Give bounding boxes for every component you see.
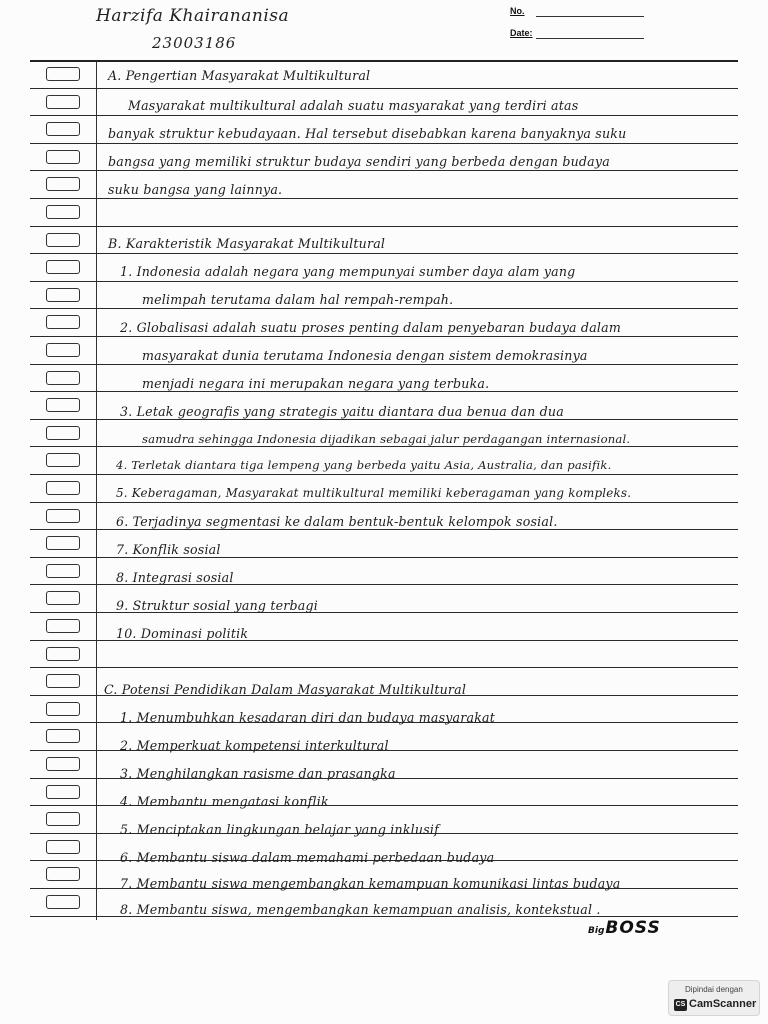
no-label: No. bbox=[510, 6, 525, 16]
ruled-line bbox=[30, 253, 738, 254]
margin-checkbox bbox=[46, 343, 80, 357]
section-c-line: 8. Membantu siswa, mengembangkan kemampuan analisis, kontekstual . bbox=[120, 902, 601, 917]
section-c-line: 4. Membantu mengatasi konflik bbox=[120, 794, 329, 809]
ruled-line bbox=[30, 474, 738, 475]
margin-checkbox bbox=[46, 812, 80, 826]
scanner-caption: Dipindai dengan bbox=[685, 985, 743, 994]
ruled-line bbox=[30, 60, 738, 62]
margin-checkbox bbox=[46, 647, 80, 661]
margin-checkbox bbox=[46, 757, 80, 771]
logo-small-text: Big bbox=[588, 926, 605, 936]
margin-checkbox bbox=[46, 564, 80, 578]
section-a-line: Masyarakat multikultural adalah suatu masyarakat yang terdiri atas bbox=[128, 98, 579, 113]
section-b-line: 4. Terletak diantara tiga lempeng yang berbeda yaitu Asia, Australia, dan pasifik. bbox=[116, 458, 612, 472]
ruled-line bbox=[30, 115, 738, 116]
section-c-line: 5. Menciptakan lingkungan belajar yang inklusif bbox=[120, 822, 439, 837]
margin-checkbox bbox=[46, 233, 80, 247]
margin-checkbox bbox=[46, 619, 80, 633]
margin-checkbox bbox=[46, 895, 80, 909]
section-c-line: 3. Menghilangkan rasisme dan prasangka bbox=[120, 766, 396, 781]
margin-checkbox bbox=[46, 371, 80, 385]
ruled-line bbox=[30, 391, 738, 392]
margin-checkbox bbox=[46, 205, 80, 219]
ruled-line bbox=[30, 502, 738, 503]
margin-checkbox bbox=[46, 95, 80, 109]
margin-checkbox bbox=[46, 591, 80, 605]
section-b-line: 1. Indonesia adalah negara yang mempunyai sumber daya alam yang bbox=[120, 264, 576, 279]
no-field bbox=[510, 6, 525, 16]
section-c-line: 6. Membantu siswa dalam memahami perbedaan budaya bbox=[120, 850, 495, 865]
margin-checkbox bbox=[46, 150, 80, 164]
bigboss-logo bbox=[588, 918, 661, 938]
ruled-line bbox=[30, 198, 738, 199]
ruled-line bbox=[30, 308, 738, 309]
margin-checkbox bbox=[46, 426, 80, 440]
camscanner-watermark bbox=[668, 980, 760, 1016]
margin-checkbox bbox=[46, 509, 80, 523]
margin-checkbox bbox=[46, 122, 80, 136]
section-b-line: 9. Struktur sosial yang terbagi bbox=[116, 598, 318, 613]
section-b-line: samudra sehingga Indonesia dijadikan sebagai jalur perdagangan internasional. bbox=[142, 432, 631, 446]
camscanner-icon: CS bbox=[674, 999, 687, 1011]
margin-checkbox bbox=[46, 674, 80, 688]
margin-checkbox bbox=[46, 288, 80, 302]
margin-line bbox=[96, 60, 97, 920]
section-b-line: 6. Terjadinya segmentasi ke dalam bentuk-bentuk kelompok sosial. bbox=[116, 514, 558, 529]
ruled-line bbox=[30, 88, 738, 89]
section-b-line: 5. Keberagaman, Masyarakat multikultural memiliki keberagaman yang kompleks. bbox=[116, 486, 632, 500]
margin-checkbox bbox=[46, 785, 80, 799]
section-c-line: 7. Membantu siswa mengembangkan kemampuan komunikasi lintas budaya bbox=[120, 876, 621, 891]
section-b-line: 10. Dominasi politik bbox=[116, 626, 249, 641]
margin-checkbox bbox=[46, 729, 80, 743]
margin-checkbox bbox=[46, 177, 80, 191]
ruled-line bbox=[30, 446, 738, 447]
section-b-line: 3. Letak geografis yang strategis yaitu diantara dua benua dan dua bbox=[120, 404, 564, 419]
ruled-line bbox=[30, 143, 738, 144]
section-b-line: 8. Integrasi sosial bbox=[116, 570, 234, 585]
ruled-line bbox=[30, 419, 738, 420]
ruled-line bbox=[30, 557, 738, 558]
ruled-line bbox=[30, 226, 738, 227]
date-line bbox=[536, 38, 644, 39]
ruled-line bbox=[30, 529, 738, 530]
date-field bbox=[510, 28, 533, 38]
section-c-title: C. Potensi Pendidikan Dalam Masyarakat Multikultural bbox=[104, 682, 467, 697]
margin-checkbox bbox=[46, 536, 80, 550]
margin-checkbox bbox=[46, 315, 80, 329]
section-a-line: bangsa yang memiliki struktur budaya sendiri yang berbeda dengan budaya bbox=[108, 154, 610, 169]
no-line bbox=[536, 16, 644, 17]
section-b-line: menjadi negara ini merupakan negara yang terbuka. bbox=[142, 376, 490, 391]
ruled-line bbox=[30, 336, 738, 337]
section-b-title: B. Karakteristik Masyarakat Multikultural bbox=[108, 236, 386, 251]
ruled-line bbox=[30, 170, 738, 171]
section-a-line: suku bangsa yang lainnya. bbox=[108, 182, 283, 197]
margin-checkbox bbox=[46, 260, 80, 274]
student-id: 23003186 bbox=[152, 34, 237, 52]
section-a-title: A. Pengertian Masyarakat Multikultural bbox=[108, 68, 371, 83]
margin-checkbox bbox=[46, 481, 80, 495]
section-c-line: 2. Memperkuat kompetensi interkultural bbox=[120, 738, 389, 753]
section-a-line: banyak struktur kebudayaan. Hal tersebut disebabkan karena banyaknya suku bbox=[108, 126, 627, 141]
ruled-line bbox=[30, 667, 738, 668]
section-b-line: melimpah terutama dalam hal rempah-rempah. bbox=[142, 292, 454, 307]
ruled-line bbox=[30, 281, 738, 282]
section-b-line: 7. Konflik sosial bbox=[116, 542, 221, 557]
margin-checkbox bbox=[46, 67, 80, 81]
margin-checkbox bbox=[46, 398, 80, 412]
margin-checkbox bbox=[46, 867, 80, 881]
margin-checkbox bbox=[46, 702, 80, 716]
student-name: Harzifa Khairananisa bbox=[96, 6, 290, 26]
ruled-line bbox=[30, 364, 738, 365]
margin-checkbox bbox=[46, 453, 80, 467]
section-c-line: 1. Menumbuhkan kesadaran diri dan budaya masyarakat bbox=[120, 710, 495, 725]
section-b-line: masyarakat dunia terutama Indonesia dengan sistem demokrasinya bbox=[142, 348, 588, 363]
scanner-brand: CamScanner bbox=[689, 998, 757, 1010]
logo-big-text: BOSS bbox=[605, 918, 661, 938]
section-b-line: 2. Globalisasi adalah suatu proses penting dalam penyebaran budaya dalam bbox=[120, 320, 621, 335]
date-label: Date: bbox=[510, 28, 533, 38]
margin-checkbox bbox=[46, 840, 80, 854]
